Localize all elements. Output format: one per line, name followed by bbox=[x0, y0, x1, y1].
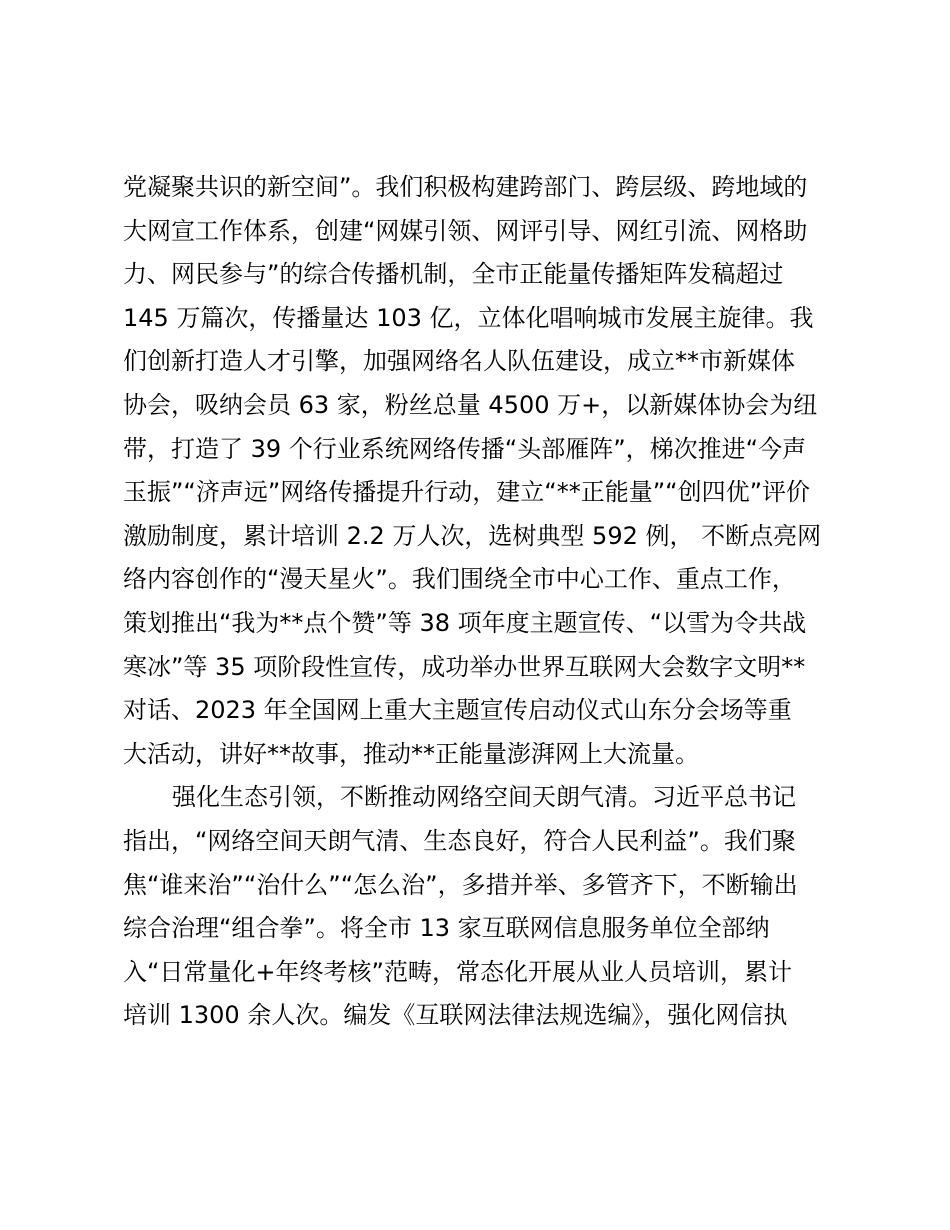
text-line: 激励制度，累计培训 2.2 万人次，选树典型 592 例， 不断点亮网 bbox=[123, 521, 822, 550]
text-line: 力、网民参与”的综合传播机制，全市正能量传播矩阵发稿超过 bbox=[123, 260, 784, 289]
text-line: 综合治理“组合拳”。将全市 13 家互联网信息服务单位全部纳 bbox=[123, 914, 770, 943]
text-line: 焦“谁来治”“治什么”“怎么治”，多措并举、多管齐下，不断输出 bbox=[123, 870, 798, 899]
text-line: 指出，“网络空间天朗气清、生态良好，符合人民利益”。我们聚 bbox=[123, 826, 796, 855]
text-line: 党凝聚共识的新空间”。我们积极构建跨部门、跨层级、跨地域的 bbox=[123, 173, 808, 201]
text-line: 玉振”“济声远”网络传播提升行动，建立“**正能量”“创四优”评价 bbox=[123, 478, 811, 507]
text-line: 培训 1300 余人次。编发《互联网法律法规选编》，强化网信执 bbox=[123, 1001, 788, 1030]
text-line: 145 万篇次，传播量达 103 亿，立体化唱响城市发展主旋律。我 bbox=[123, 303, 814, 332]
text-line: 带，打造了 39 个行业系统网络传播“头部雁阵”，梯次推进“今声 bbox=[123, 434, 807, 463]
text-line: 策划推出“我为**点个赞”等 38 项年度主题宣传、“以雪为令共战 bbox=[123, 608, 807, 637]
text-line: 对话、2023 年全国网上重大主题宣传启动仪式山东分会场等重 bbox=[123, 696, 792, 725]
text-line: 入“日常量化+年终考核”范畴，常态化开展从业人员培训，累计 bbox=[123, 957, 792, 986]
paragraph-first-line: 强化生态引领，不断推动网络空间天朗气清。习近平总书记 bbox=[172, 783, 796, 812]
text-line: 协会，吸纳会员 63 家，粉丝总量 4500 万+，以新媒体协会为纽 bbox=[123, 390, 818, 419]
text-line: 寒冰”等 35 项阶段性宣传，成功举办世界互联网大会数字文明** bbox=[123, 652, 806, 681]
text-line: 大网宣工作体系，创建“网媒引领、网评引导、网红引流、网格助 bbox=[123, 216, 808, 245]
text-line: 们创新打造人才引擎，加强网络名人队伍建设，成立**市新媒体 bbox=[123, 347, 795, 376]
body-text bbox=[123, 166, 843, 1038]
text-line: 大活动，讲好**故事，推动**正能量澎湃网上大流量。 bbox=[123, 739, 699, 768]
text-line: 络内容创作的“漫天星火”。我们围绕全市中心工作、重点工作， bbox=[123, 565, 796, 594]
